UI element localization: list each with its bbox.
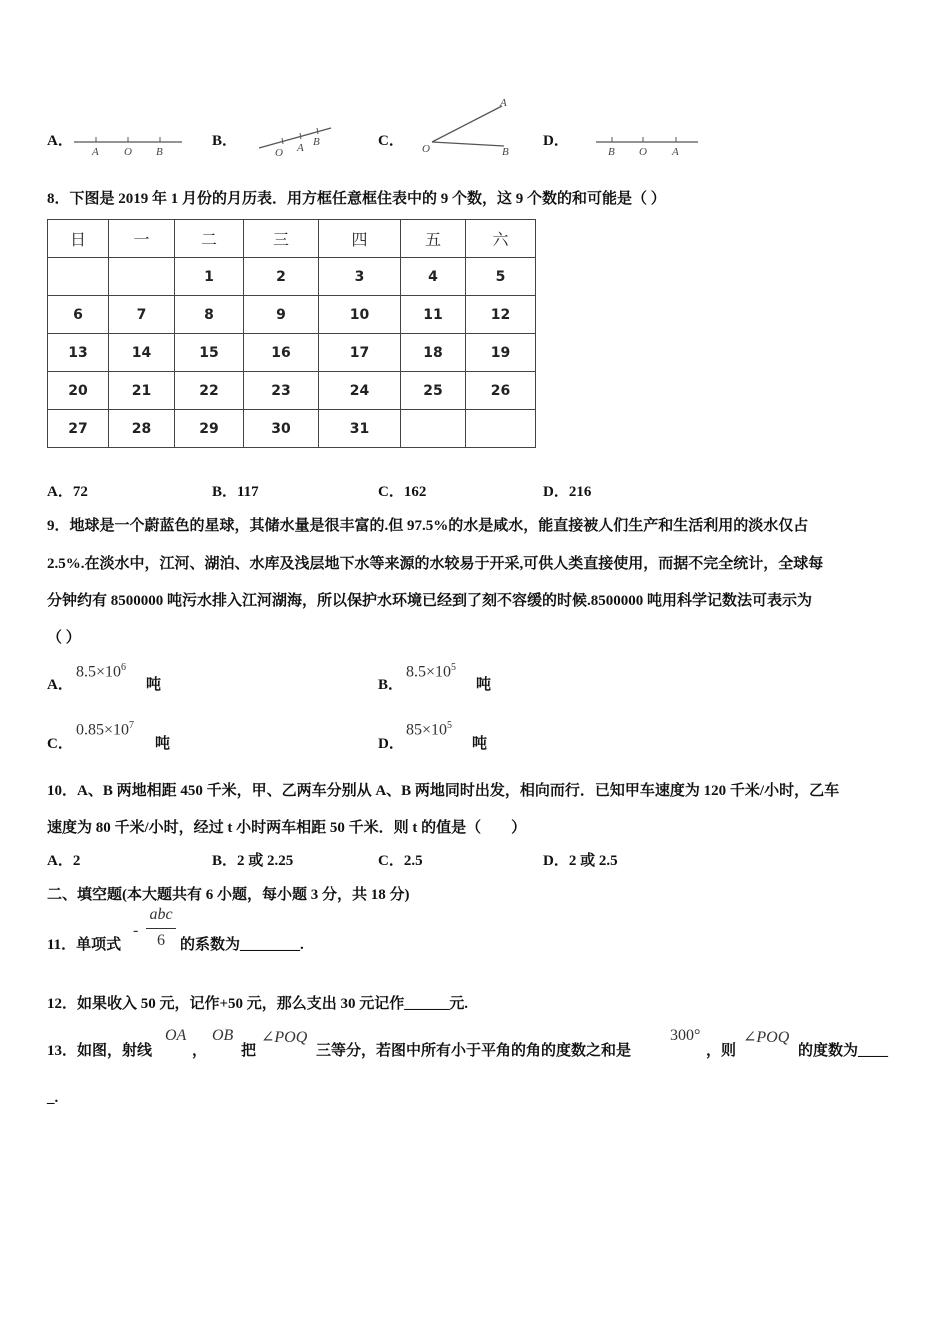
calendar-cell: 10: [319, 296, 401, 334]
q9-option-c-value: [76, 720, 134, 739]
q7d-point-1: B: [608, 146, 615, 158]
q8-option-b: B．117: [212, 484, 259, 500]
calendar-header-cell: 四: [319, 220, 401, 258]
q13-ray-ob: OB: [212, 1027, 234, 1044]
q9-option-a-unit: 吨: [146, 677, 162, 693]
q7-option-d-label: D．: [543, 133, 569, 149]
calendar-cell: 4: [401, 258, 466, 296]
calendar-header-cell: 五: [401, 220, 466, 258]
q9b-exponent: 5: [451, 662, 457, 673]
q7a-point-2: O: [124, 146, 132, 158]
q13-comma: ，: [192, 1043, 208, 1059]
q10-line-2: 速度为 80 千米/小时，经过 t 小时两车相距 50 千米．则 t 的值是（ ）: [47, 820, 527, 836]
calendar-cell: 3: [319, 258, 401, 296]
q9-option-c-unit: 吨: [155, 736, 171, 752]
calendar-cell: 2: [244, 258, 319, 296]
q11-sign: -: [133, 922, 139, 939]
calendar-cell: 6: [48, 296, 109, 334]
q10-option-b: B．2 或 2.25: [212, 853, 294, 869]
calendar-cell: 23: [244, 372, 319, 410]
calendar-cell: 30: [244, 410, 319, 448]
calendar-header-cell: 二: [175, 220, 244, 258]
q11-fraction-bar: [146, 928, 176, 929]
calendar-cell: [109, 258, 175, 296]
q7c-point-3: B: [502, 146, 509, 158]
calendar-cell: 15: [175, 334, 244, 372]
q13-then: ，则: [706, 1043, 737, 1059]
calendar-cell: [401, 410, 466, 448]
calendar-row: [48, 296, 536, 334]
calendar-table: [47, 219, 536, 448]
calendar-cell: 27: [48, 410, 109, 448]
calendar-cell: 12: [466, 296, 536, 334]
q7c-point-1: A: [500, 97, 507, 109]
q11-suffix: 的系数为________.: [180, 937, 304, 953]
calendar-cell: 11: [401, 296, 466, 334]
q9c-exponent: 7: [129, 720, 135, 731]
calendar-cell: 16: [244, 334, 319, 372]
q13-prefix: 13．如图，射线: [47, 1043, 153, 1059]
q7b-point-1: O: [275, 147, 283, 158]
q7a-point-3: B: [156, 146, 163, 158]
q9b-base: 8.5×10: [406, 663, 452, 681]
q9-option-d-unit: 吨: [472, 736, 488, 752]
calendar-row: [48, 410, 536, 448]
calendar-row: [48, 372, 536, 410]
calendar-cell: 28: [109, 410, 175, 448]
q7-option-d-figure: [592, 132, 702, 158]
q11-numerator: abc: [149, 906, 173, 923]
q11-denominator: 6: [157, 932, 165, 949]
calendar-cell: 24: [319, 372, 401, 410]
calendar-cell: 19: [466, 334, 536, 372]
calendar-row: [48, 334, 536, 372]
q9c-base: 0.85×10: [76, 721, 130, 739]
q7d-point-2: O: [639, 146, 647, 158]
q9-option-a-label: A．: [47, 677, 73, 693]
q9-option-d-value: [406, 720, 452, 739]
q9d-exponent: 5: [447, 720, 453, 731]
q13-mid: 三等分，若图中所有小于平角的角的度数之和是: [316, 1043, 632, 1059]
q8-option-c: C．162: [378, 484, 427, 500]
calendar-cell: 9: [244, 296, 319, 334]
calendar-cell: 14: [109, 334, 175, 372]
q9-option-c-label: C．: [47, 736, 73, 752]
q7-option-a-figure: [70, 132, 185, 158]
q9a-exponent: 6: [121, 662, 127, 673]
calendar-cell: 25: [401, 372, 466, 410]
q9-line-3: 分钟约有 8500000 吨污水排入江河湖海，所以保护水环境已经到了刻不容缓的时候.8500000 吨用科学记数法可表示为: [47, 593, 813, 609]
calendar-cell: 1: [175, 258, 244, 296]
calendar-cell: 29: [175, 410, 244, 448]
q9-option-b-value: [406, 662, 456, 681]
calendar-cell: 20: [48, 372, 109, 410]
q9-option-a-value: [76, 662, 126, 681]
q13-suffix: 的度数为____: [798, 1043, 889, 1059]
q9-line-2: 2.5%.在淡水中，江河、湖泊、水库及浅层地下水等来源的水较易于开采,可供人类直接使用，而据不完全统计，全球每: [47, 556, 824, 572]
q7c-point-2: O: [422, 143, 430, 155]
calendar-cell: 5: [466, 258, 536, 296]
calendar-cell: 13: [48, 334, 109, 372]
q10-option-a: A．2: [47, 853, 81, 869]
q9-line-1: 9．地球是一个蔚蓝色的星球，其储水量是很丰富的.但 97.5%的水是咸水，能直接被人们生产和生活利用的淡水仅占: [47, 518, 809, 534]
calendar-cell: [466, 410, 536, 448]
q8-option-a: A．72: [47, 484, 88, 500]
q9-option-b-unit: 吨: [476, 677, 492, 693]
q9-line-4: （ ）: [47, 630, 81, 646]
calendar-cell: 21: [109, 372, 175, 410]
calendar-cell: 26: [466, 372, 536, 410]
q9-option-b-label: B．: [378, 677, 404, 693]
q12-text: 12．如果收入 50 元，记作+50 元，那么支出 30 元记作______元.: [47, 996, 469, 1012]
q7-option-c-figure: [418, 94, 518, 158]
q11-prefix: 11．单项式: [47, 937, 122, 953]
q7a-point-1: A: [92, 146, 99, 158]
calendar-cell: 22: [175, 372, 244, 410]
q7-option-b-figure: [255, 122, 335, 158]
q9a-base: 8.5×10: [76, 663, 122, 681]
section-2-heading: 二、填空题(本大题共有 6 小题，每小题 3 分，共 18 分): [47, 887, 410, 903]
calendar-header-cell: 日: [48, 220, 109, 258]
calendar-cell: 7: [109, 296, 175, 334]
calendar-cell: [48, 258, 109, 296]
q13-ba: 把: [241, 1043, 257, 1059]
q7d-point-3: A: [672, 146, 679, 158]
calendar-cell: 17: [319, 334, 401, 372]
q7-option-c-label: C．: [378, 133, 404, 149]
calendar-header-cell: 一: [109, 220, 175, 258]
q13-degree: 300°: [670, 1027, 701, 1044]
q7-option-a-label: A．: [47, 133, 73, 149]
q10-option-c: C．2.5: [378, 853, 423, 869]
q8-stem: 8．下图是 2019 年 1 月份的月历表．用方框任意框住表中的 9 个数，这 9 个数的和可能是（ ）: [47, 191, 666, 207]
q7b-point-3: B: [313, 136, 320, 148]
q9d-base: 85×10: [406, 721, 448, 739]
q13-wrap: _.: [47, 1090, 59, 1106]
calendar-row: [48, 258, 536, 296]
calendar-cell: 31: [319, 410, 401, 448]
q9-option-d-label: D．: [378, 736, 404, 752]
calendar-header-row: [48, 220, 536, 258]
q8-option-d: D．216: [543, 484, 592, 500]
q7-option-b-label: B．: [212, 133, 238, 149]
q13-angle-1: ∠POQ: [261, 1029, 308, 1046]
q13-ray-oa: OA: [165, 1027, 187, 1044]
q7b-point-2: A: [297, 142, 304, 154]
q10-line-1: 10．A、B 两地相距 450 千米，甲、乙两车分别从 A、B 两地同时出发，相向而行．已知甲车速度为 120 千米/小时，乙车: [47, 783, 840, 799]
calendar-header-cell: 六: [466, 220, 536, 258]
q10-option-d: D．2 或 2.5: [543, 853, 618, 869]
calendar-header-cell: 三: [244, 220, 319, 258]
q13-angle-2: ∠POQ: [743, 1029, 790, 1046]
calendar-cell: 18: [401, 334, 466, 372]
calendar-cell: 8: [175, 296, 244, 334]
